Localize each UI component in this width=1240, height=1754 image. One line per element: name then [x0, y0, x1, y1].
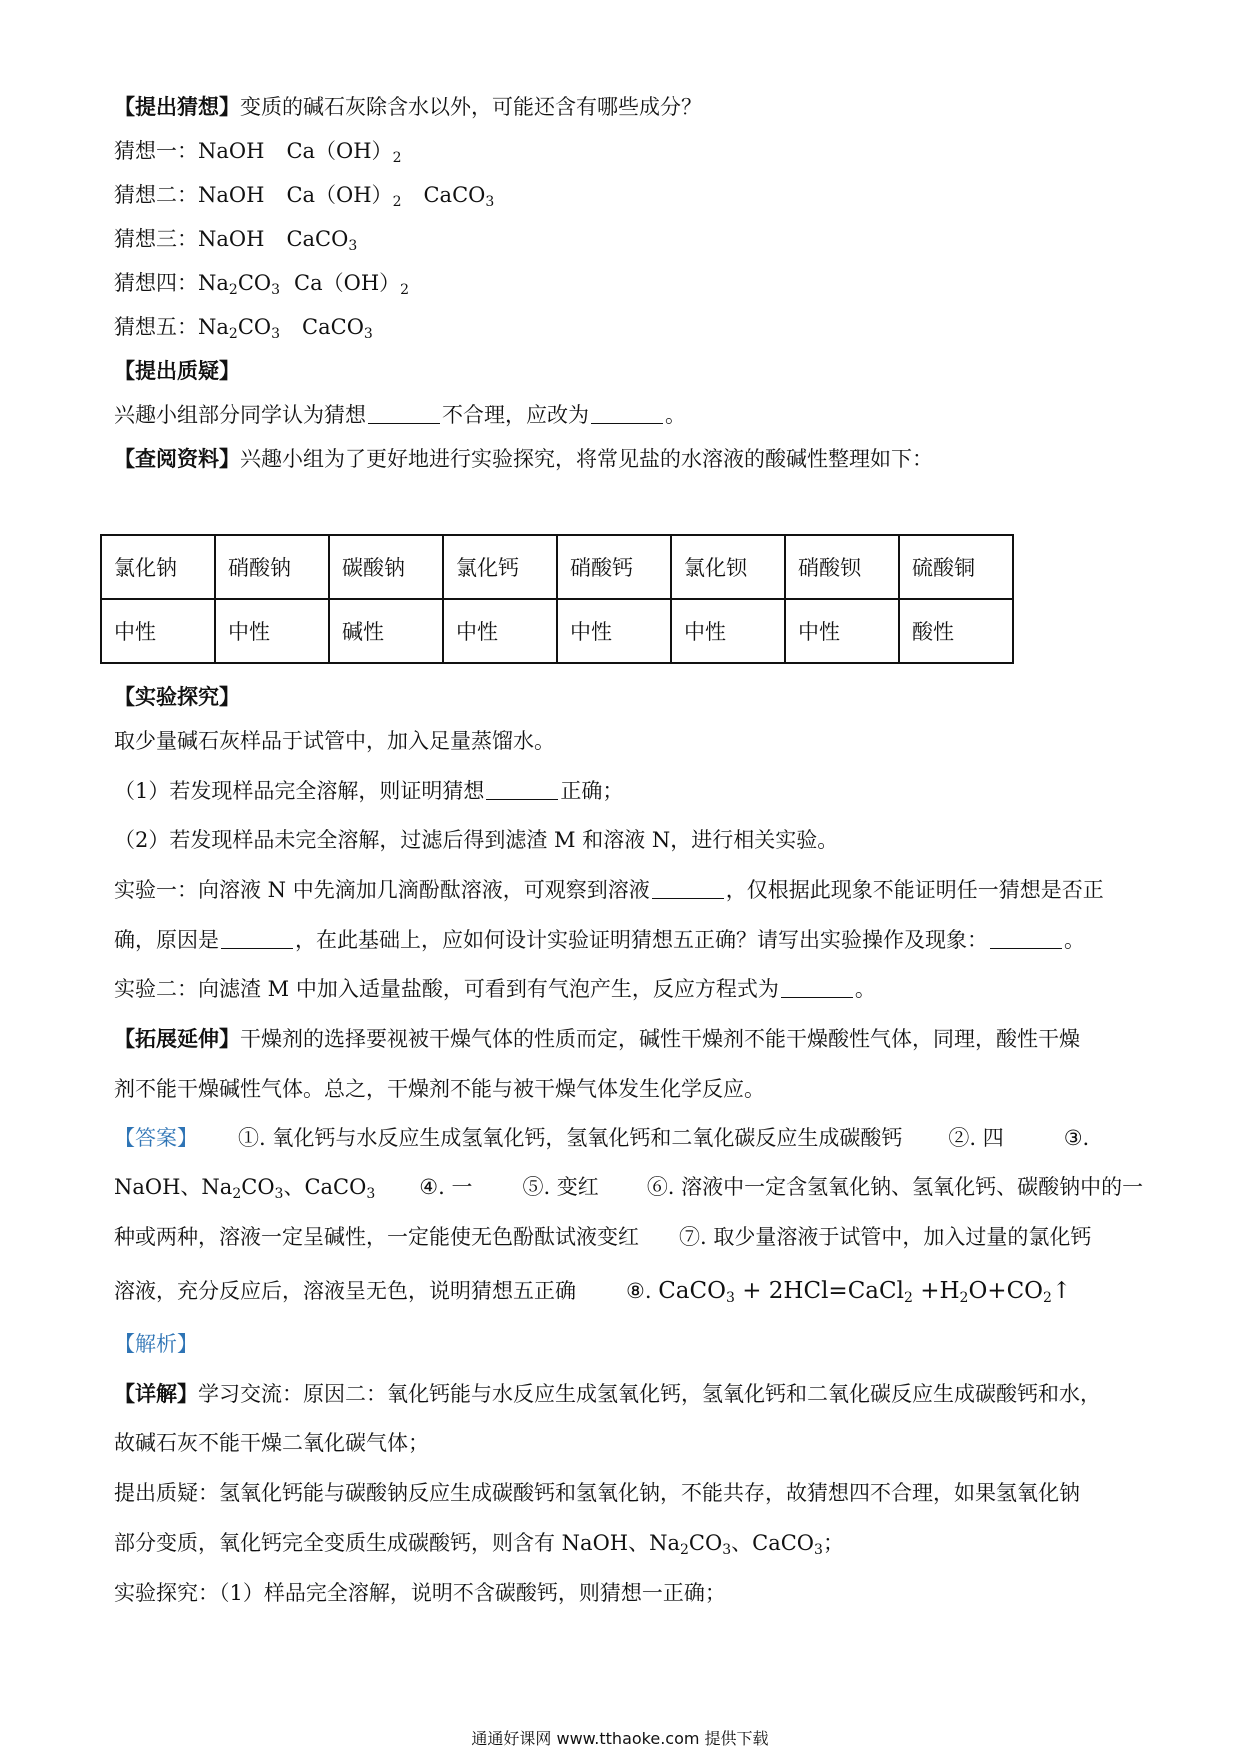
- experiment-q2: （2）若发现样品未完全溶解，过滤后得到滤渣 M 和溶液 N，进行相关实验。: [114, 828, 839, 852]
- question-text: 确，原因是: [114, 928, 219, 952]
- table-cell: 氯化钠: [101, 535, 215, 599]
- punctuation: ；: [822, 1531, 844, 1555]
- question-header: [114, 356, 1140, 386]
- formula: +H: [912, 1278, 960, 1304]
- guess-label: 猜想五：: [114, 315, 198, 339]
- formula: CO: [237, 271, 272, 295]
- gas-arrow: ↑: [1051, 1278, 1072, 1304]
- subscript: 3: [722, 1542, 732, 1558]
- section-tag: 【提出猜想】: [114, 94, 240, 119]
- table-cell: 硝酸钙: [557, 535, 671, 599]
- table-cell: 硝酸钡: [785, 535, 899, 599]
- subscript: 2: [903, 1290, 913, 1306]
- subscript: 3: [485, 194, 495, 210]
- analysis-tag: 【解析】: [114, 1332, 198, 1356]
- formula: CaCO: [658, 1278, 726, 1304]
- question-text: （1）若发现样品完全溶解，则证明猜想: [114, 779, 485, 803]
- answer-item: ⑤. 变红: [522, 1175, 599, 1199]
- table-cell: 碱性: [329, 599, 443, 663]
- analysis-line3: 提出质疑：氢氧化钙能与碳酸钠反应生成碳酸钙和氢氧化钠，不能共存，故猜想四不合理，如果氢氧化钠: [114, 1481, 1080, 1505]
- table-cell: 酸性: [899, 599, 1013, 663]
- page-footer: 通通好课网 www.tthaoke.com 提供下载: [471, 1729, 769, 1748]
- punctuation: 。: [1064, 928, 1085, 952]
- answer-item: 种或两种，溶液一定呈碱性，一定能使无色酚酞试液变红: [114, 1225, 639, 1249]
- punctuation: 。: [665, 403, 686, 427]
- answer-tag: 【答案】: [114, 1126, 198, 1150]
- table-cell: 碳酸钠: [329, 535, 443, 599]
- analysis-header: [114, 1329, 1140, 1359]
- formula: Na: [198, 315, 229, 339]
- table-cell: 中性: [443, 599, 557, 663]
- formula: 、CaCO: [731, 1531, 815, 1555]
- question-text: 实验二：向滤渣 M 中加入适量盐酸，可看到有气泡产生，反应方程式为: [114, 977, 779, 1001]
- subscript: 3: [271, 326, 281, 342]
- analysis-line1: [114, 1379, 1140, 1409]
- section-tag: 【查阅资料】: [114, 446, 240, 471]
- formula: CaCO: [286, 227, 349, 251]
- formula: NaOH: [198, 139, 265, 163]
- formula: CaCO: [423, 183, 486, 207]
- subscript: 3: [814, 1542, 823, 1558]
- question-text: 实验一：向溶液 N 中先滴加几滴酚酞溶液，可观察到溶液: [114, 878, 650, 902]
- experiment-2: [114, 974, 1140, 1004]
- extension-text: 干燥剂的选择要视被干燥气体的性质而定，碱性干燥剂不能干燥酸性气体，同理，酸性干燥: [240, 1027, 1080, 1051]
- subscript: 3: [725, 1290, 735, 1306]
- table-cell: 中性: [671, 599, 785, 663]
- reference-text: 兴趣小组为了更好地进行实验探究，将常见盐的水溶液的酸碱性整理如下：: [240, 447, 933, 471]
- analysis-line2: 故碱石灰不能干燥二氧化碳气体；: [114, 1431, 429, 1455]
- subscript: 2: [1043, 1290, 1052, 1306]
- analysis-line5: 实验探究：（1）样品完全溶解，说明不含碳酸钙，则猜想一正确；: [114, 1581, 726, 1605]
- answer-blank[interactable]: [368, 403, 440, 424]
- subscript: 3: [348, 238, 358, 254]
- table-row: [101, 599, 1013, 663]
- experiment-q1: [114, 776, 1140, 806]
- table-cell: 中性: [101, 599, 215, 663]
- answer-item: ⑧.: [626, 1279, 652, 1303]
- answer-item: ⑦. 取少量溶液于试管中，加入过量的氯化钙: [679, 1225, 1092, 1249]
- formula: CaCO: [302, 315, 364, 339]
- answer-item: ②. 四: [948, 1126, 1004, 1150]
- table-cell: 中性: [557, 599, 671, 663]
- subscript: 3: [271, 282, 281, 298]
- subscript: 2: [400, 282, 410, 298]
- extension-line1: [114, 1024, 1140, 1054]
- experiment-intro: 取少量碱石灰样品于试管中，加入足量蒸馏水。: [114, 729, 555, 753]
- subscript: 2: [228, 282, 238, 298]
- table-cell: 中性: [215, 599, 329, 663]
- question-line: [114, 400, 1140, 430]
- answer-line3: [114, 1222, 1140, 1252]
- answer-blank[interactable]: [652, 878, 724, 899]
- answer-blank[interactable]: [990, 928, 1062, 949]
- formula: CO: [237, 315, 272, 339]
- table-cell: 硫酸铜: [899, 535, 1013, 599]
- guess-label: 猜想三：: [114, 227, 198, 251]
- formula: NaOH: [198, 227, 265, 251]
- question-text: 不合理，应改为: [442, 403, 589, 427]
- answer-item: ③.: [1063, 1126, 1090, 1150]
- guess-4: [114, 268, 1140, 298]
- hypothesis-header: [114, 92, 1140, 122]
- salt-acidity-table: [100, 534, 1014, 664]
- formula: NaOH、Na: [114, 1175, 233, 1199]
- section-tag: 【详解】: [114, 1381, 198, 1406]
- question-text: ，仅根据此现象不能证明任一猜想是否正: [725, 878, 1104, 902]
- subscript: 2: [680, 1542, 689, 1558]
- formula: CO: [688, 1531, 723, 1555]
- answer-line1: [114, 1123, 1140, 1153]
- analysis-text: 部分变质，氧化钙完全变质生成碳酸钙，则含有 NaOH、Na: [114, 1531, 680, 1555]
- answer-line4: [114, 1276, 1140, 1306]
- table-cell: 中性: [785, 599, 899, 663]
- guess-label: 猜想四：: [114, 271, 198, 295]
- answer-item: ④. 一: [419, 1175, 473, 1199]
- formula: Ca（OH）: [294, 271, 401, 295]
- formula: 、CaCO: [283, 1175, 367, 1199]
- subscript: 2: [959, 1290, 969, 1306]
- punctuation: 。: [854, 977, 876, 1001]
- hypothesis-question: 变质的碱石灰除含水以外，可能还含有哪些成分？: [240, 95, 702, 119]
- reference-header: [114, 444, 1140, 474]
- subscript: 3: [363, 326, 373, 342]
- table-cell: 氯化钙: [443, 535, 557, 599]
- experiment-1-line1: [114, 875, 1140, 905]
- subscript: 3: [366, 1186, 376, 1202]
- extension-line2: 剂不能干燥碱性气体。总之，干燥剂不能与被干燥气体发生化学反应。: [114, 1077, 765, 1101]
- formula: Na: [198, 271, 229, 295]
- formula: Ca（OH）: [286, 139, 393, 163]
- answer-blank[interactable]: [221, 928, 293, 949]
- table-cell: 氯化钡: [671, 535, 785, 599]
- reaction-equation: [658, 1278, 1071, 1304]
- subscript: 2: [392, 194, 402, 210]
- answer-blank[interactable]: [591, 403, 663, 424]
- guess-1: [114, 136, 1140, 166]
- answer-blank[interactable]: [781, 977, 853, 998]
- guess-3: [114, 224, 1140, 254]
- answer-line2: [114, 1172, 1144, 1202]
- experiment-header: [114, 682, 1140, 712]
- formula: + 2HCl=CaCl: [734, 1278, 904, 1304]
- section-tag: 【提出质疑】: [114, 358, 240, 383]
- subscript: 2: [392, 150, 402, 166]
- question-text: 兴趣小组部分同学认为猜想: [114, 403, 366, 427]
- formula: NaOH: [198, 183, 265, 207]
- experiment-1-line2: [114, 925, 1140, 955]
- guess-label: 猜想一：: [114, 139, 198, 163]
- question-text: ，在此基础上，应如何设计实验证明猜想五正确？请写出实验操作及现象：: [295, 928, 988, 952]
- table-cell: 硝酸钠: [215, 535, 329, 599]
- analysis-line4: [114, 1528, 1140, 1558]
- answer-item: ①. 氧化钙与水反应生成氢氧化钙，氢氧化钙和二氧化碳反应生成碳酸钙: [238, 1126, 903, 1150]
- formula: O+CO: [968, 1278, 1044, 1304]
- subscript: 3: [274, 1186, 284, 1202]
- answer-item: ⑥. 溶液中一定含氢氧化钠、氢氧化钙、碳酸钠中的一: [646, 1175, 1144, 1199]
- table-row: [101, 535, 1013, 599]
- analysis-text: 学习交流：原因二：氧化钙能与水反应生成氢氧化钙，氢氧化钙和二氧化碳反应生成碳酸钙和水，: [198, 1382, 1101, 1406]
- formula: CO: [241, 1175, 275, 1199]
- question-text: 正确；: [560, 779, 624, 803]
- section-tag: 【拓展延伸】: [114, 1026, 240, 1051]
- answer-blank[interactable]: [486, 779, 558, 800]
- answer-item: 溶液，充分反应后，溶液呈无色，说明猜想五正确: [114, 1279, 576, 1303]
- guess-5: [114, 312, 1140, 342]
- subscript: 2: [232, 1186, 242, 1202]
- subscript: 2: [228, 326, 238, 342]
- guess-2: [114, 180, 1140, 210]
- section-tag: 【实验探究】: [114, 684, 240, 709]
- formula: Ca（OH）: [286, 183, 393, 207]
- guess-label: 猜想二：: [114, 183, 198, 207]
